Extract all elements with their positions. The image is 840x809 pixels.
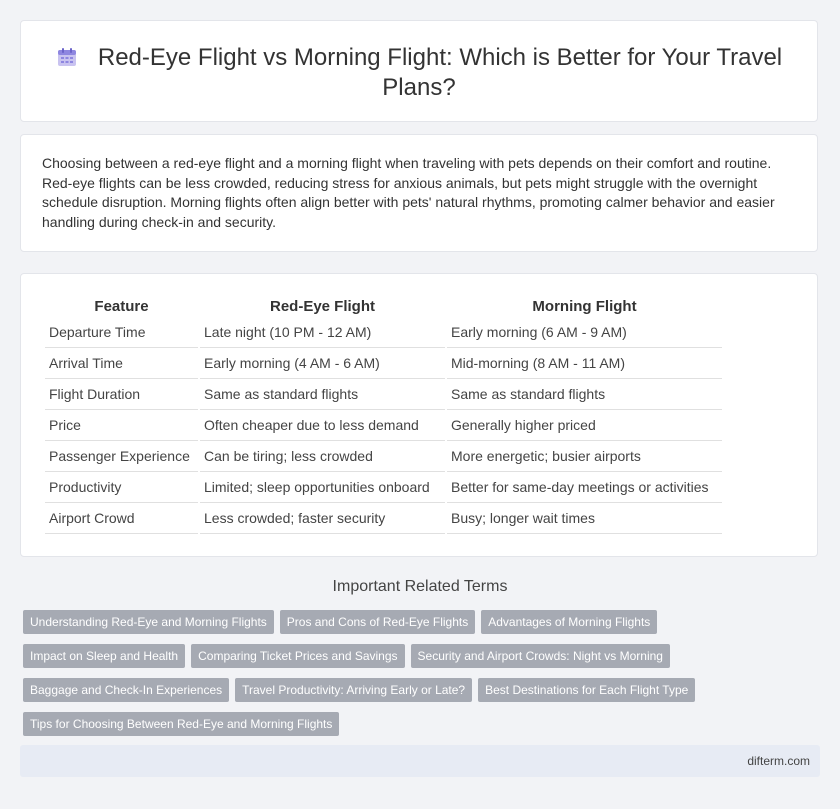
related-terms-title: Important Related Terms — [332, 578, 508, 595]
comparison-card — [20, 273, 818, 557]
intro-card — [20, 134, 818, 252]
calendar-icon — [56, 46, 78, 68]
related-terms-list — [23, 610, 813, 746]
table-cell: Less crowded; faster security — [200, 503, 445, 534]
table-cell: More energetic; busier airports — [447, 441, 722, 472]
related-term-tag[interactable]: Comparing Ticket Prices and Savings — [191, 644, 404, 668]
table-row — [45, 410, 722, 441]
table-row — [45, 348, 722, 379]
table-cell: Busy; longer wait times — [447, 503, 722, 534]
table-cell: Often cheaper due to less demand — [200, 410, 445, 441]
header-feature: Feature — [94, 297, 149, 315]
table-cell: Departure Time — [45, 317, 198, 348]
related-term-tag[interactable]: Advantages of Morning Flights — [481, 610, 657, 634]
table-row — [45, 317, 722, 348]
related-term-tag[interactable]: Travel Productivity: Arriving Early or Late? — [235, 678, 472, 702]
related-term-tag[interactable]: Baggage and Check-In Experiences — [23, 678, 229, 702]
page-title: Red-Eye Flight vs Morning Flight: Which is Better for Your Travel Plans? — [97, 44, 783, 101]
table-cell: Arrival Time — [45, 348, 198, 379]
footer — [20, 745, 820, 777]
table-cell: Early morning (4 AM - 6 AM) — [200, 348, 445, 379]
table-cell: Better for same-day meetings or activities — [447, 472, 722, 503]
table-header-row — [45, 295, 722, 317]
table-cell: Generally higher priced — [447, 410, 722, 441]
table-cell: Late night (10 PM - 12 AM) — [200, 317, 445, 348]
table-cell: Airport Crowd — [45, 503, 198, 534]
header-morning: Morning Flight — [532, 297, 637, 315]
table-cell: Productivity — [45, 472, 198, 503]
table-cell: Can be tiring; less crowded — [200, 441, 445, 472]
table-cell: Passenger Experience — [45, 441, 198, 472]
table-cell: Same as standard flights — [447, 379, 722, 410]
title-wrap — [21, 43, 817, 103]
table-cell: Mid-morning (8 AM - 11 AM) — [447, 348, 722, 379]
comparison-table — [43, 295, 724, 534]
table-row — [45, 503, 722, 534]
table-row — [45, 379, 722, 410]
related-term-tag[interactable]: Impact on Sleep and Health — [23, 644, 185, 668]
related-term-tag[interactable]: Security and Airport Crowds: Night vs Morning — [411, 644, 670, 668]
table-cell: Same as standard flights — [200, 379, 445, 410]
related-term-tag[interactable]: Pros and Cons of Red-Eye Flights — [280, 610, 475, 634]
related-term-tag[interactable]: Tips for Choosing Between Red-Eye and Morning Flights — [23, 712, 339, 736]
footer-site-link[interactable]: difterm.com — [747, 754, 810, 768]
header-red-eye: Red-Eye Flight — [269, 297, 375, 315]
title-card — [20, 20, 818, 122]
intro-paragraph: Choosing between a red-eye flight and a morning flight when traveling with pets depends on their comfort and routine. Red-eye flights can be less crowded, reducing stress for anxious animals, but pets might struggle with the overnight schedule disruption. Morning flights often align better with pets' natural rhythms, promoting calmer behavior and easier handling during check-in and security. — [42, 155, 775, 230]
table-cell: Price — [45, 410, 198, 441]
table-row — [45, 441, 722, 472]
table-row — [45, 472, 722, 503]
related-term-tag[interactable]: Best Destinations for Each Flight Type — [478, 678, 695, 702]
related-term-tag[interactable]: Understanding Red-Eye and Morning Flights — [23, 610, 274, 634]
table-cell: Early morning (6 AM - 9 AM) — [447, 317, 722, 348]
table-cell: Flight Duration — [45, 379, 198, 410]
table-cell: Limited; sleep opportunities onboard — [200, 472, 445, 503]
